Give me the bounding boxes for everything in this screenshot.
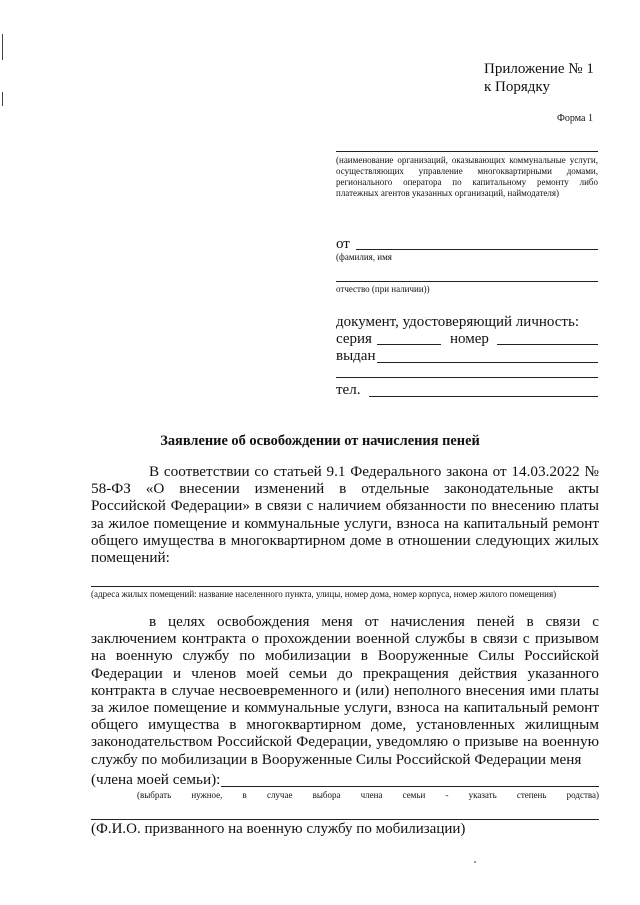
- fio-caption: (Ф.И.О. призванного на военную службу по мобилизации): [91, 821, 466, 837]
- issued-label: выдан: [336, 348, 376, 364]
- patronymic-caption: отчество (при наличии)): [336, 284, 430, 294]
- id-document-label: документ, удостоверяющий личность:: [336, 314, 579, 330]
- series-label: серия: [336, 331, 372, 347]
- order-label: к Порядку: [484, 79, 550, 95]
- member-label: (члена моей семьи):: [91, 771, 221, 788]
- applicant-name-field[interactable]: [356, 249, 598, 250]
- number-field[interactable]: [497, 344, 598, 345]
- paragraph-notice: в целях освобождения меня от начисления пеней в связи с заключением контракта о прохождении военной службы в связи с призывом на военную службу по мобилизации в Вооруженные Силы Российской Федерации и членов моей семьи до прекращения действия указанного контракта в случае несвоевременного и (или) неполного внесения ими платы за жилое помещение и коммунальные услуги, взноса на капитальный ремонт общего имущества в многоквартирном доме, установленных жилищным законодательством Российской Федерации, уведомляю о призыве на военную службу по мобилизации в Вооруженные Силы Российской Федерации меня: [91, 613, 599, 768]
- member-field[interactable]: [221, 786, 599, 787]
- appendix-label: Приложение № 1: [484, 61, 594, 77]
- phone-label: тел.: [336, 382, 361, 398]
- from-label: от: [336, 236, 350, 252]
- address-caption: (адреса жилых помещений: название населенного пункта, улицы, номер дома, номер корпуса, номер жилого помещения): [91, 589, 557, 599]
- document-title: Заявление об освобождении от начисления пеней: [160, 433, 480, 449]
- scan-mark: [2, 34, 3, 60]
- recipient-caption: (наименование организаций, оказывающих коммунальные услуги, осуществляющих управление многоквартирными домами, регионального оператора по капитальному ремонту либо платежных агентов указанных организаций, наймодателя): [336, 155, 598, 198]
- fio-field[interactable]: [91, 819, 599, 820]
- issued-field[interactable]: [377, 362, 598, 363]
- surname-caption: (фамилия, имя: [336, 252, 392, 262]
- scan-dot: [474, 861, 476, 863]
- address-field[interactable]: [91, 586, 599, 587]
- scan-mark: [2, 92, 3, 106]
- form-label: Форма 1: [557, 113, 593, 124]
- series-field[interactable]: [377, 344, 441, 345]
- choose-caption: (выбрать нужное, в случае выбора члена семьи - указать степень родства): [137, 790, 599, 800]
- applicant-name-field-2[interactable]: [336, 281, 598, 282]
- recipient-field[interactable]: [336, 151, 598, 152]
- issued-field-2[interactable]: [336, 377, 598, 378]
- number-label: номер: [450, 331, 489, 347]
- phone-field[interactable]: [369, 396, 598, 397]
- paragraph-intro: В соответствии со статьей 9.1 Федерального закона от 14.03.2022 № 58-ФЗ «О внесении изменений в отдельные законодательные акты Российской Федерации» в связи с наличием обязанности по внесению платы за жилое помещение и коммунальные услуги, взноса на капитальный ремонт общего имущества в многоквартирном доме в отношении следующих жилых помещений:: [91, 463, 599, 567]
